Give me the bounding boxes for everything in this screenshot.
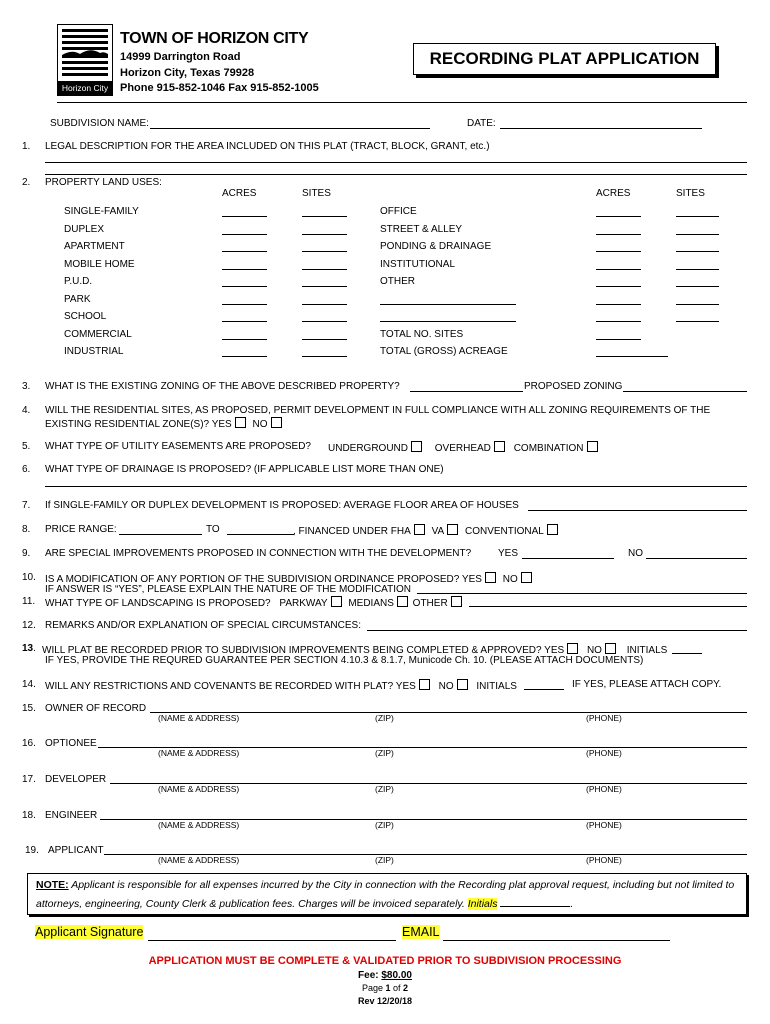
land-use-label: TOTAL (GROSS) ACREAGE	[380, 346, 508, 357]
sites-field[interactable]	[302, 216, 347, 217]
phone-fax: Phone 915-852-1046 Fax 915-852-1005	[120, 82, 319, 94]
zip-caption: (ZIP)	[375, 855, 394, 865]
q14-no-checkbox[interactable]	[457, 679, 468, 690]
q1-answer-line-1[interactable]	[45, 162, 747, 163]
medians-checkbox[interactable]	[397, 596, 408, 607]
acres-field[interactable]	[596, 304, 641, 305]
note-line-2: attorneys, engineering, County Clerk & publication fees. Charges will be invoiced separately. Initials .	[36, 898, 574, 910]
q8-financing	[293, 524, 558, 537]
note-label: NOTE:	[36, 879, 69, 891]
sites-field[interactable]	[676, 269, 719, 270]
sites-field[interactable]	[676, 304, 719, 305]
acres-field[interactable]	[222, 234, 267, 235]
land-use-label: PONDING & DRAINAGE	[380, 241, 492, 252]
acres-field[interactable]	[596, 286, 641, 287]
q3-number: 3.	[22, 381, 31, 392]
medians-label: MEDIANS	[348, 598, 394, 609]
q14-initials-label: INITIALS	[476, 681, 517, 692]
name-address-caption: (NAME & ADDRESS)	[158, 855, 240, 865]
form-title-box	[413, 43, 716, 75]
note-line-1	[36, 879, 734, 891]
q9-number: 9.	[22, 548, 31, 559]
land-use-label: TOTAL NO. SITES	[380, 328, 464, 340]
name-address-caption: (NAME & ADDRESS)	[158, 713, 240, 723]
land-use-label: INSTITUTIONAL	[380, 258, 456, 270]
q11-number: 11.	[22, 596, 36, 607]
header-rule	[57, 102, 747, 103]
other-use-field[interactable]	[380, 304, 516, 305]
floor-area-field[interactable]	[528, 510, 747, 511]
price-to-label: TO	[206, 524, 220, 535]
total-acreage-field[interactable]	[596, 356, 668, 357]
note-text-1: Applicant is responsible for all expenses incurred by the City in connection with the Recording plat approval request, including but not limited to	[68, 879, 735, 891]
form-title: RECORDING PLAT APPLICATION	[429, 49, 700, 68]
phone-caption: (PHONE)	[586, 748, 622, 758]
q9-no-field[interactable]	[646, 558, 747, 559]
q8-text: PRICE RANGE:	[45, 524, 117, 535]
contact-label: OPTIONEE	[45, 738, 97, 749]
date-field[interactable]	[500, 128, 702, 129]
other-use-field[interactable]	[380, 321, 516, 322]
remarks-field[interactable]	[367, 630, 747, 631]
address-line-2: Horizon City, Texas 79928	[120, 67, 255, 79]
q8-number: 8.	[22, 524, 31, 535]
acres-field[interactable]	[596, 269, 641, 270]
acres-field[interactable]	[596, 339, 641, 340]
contact-field[interactable]	[150, 712, 747, 713]
q4-number: 4.	[22, 405, 31, 416]
contact-number: 17.	[22, 774, 36, 785]
q10-text: IS A MODIFICATION OF ANY PORTION OF THE SUBDIVISION ORDINANCE PROPOSED? YES	[45, 574, 482, 585]
land-use-label: INDUSTRIAL	[64, 346, 124, 357]
q13-text-2: IF YES, PROVIDE THE REQURED GUARANTEE PER SECTION 4.10.3 & 8.1.7, Municode Ch. 10. (PLEASE ATTACH DOCUMENTS)	[45, 655, 644, 666]
sites-field[interactable]	[302, 269, 347, 270]
other-checkbox[interactable]	[451, 596, 462, 607]
contact-number: 15.	[22, 703, 36, 714]
sites-field[interactable]	[302, 286, 347, 287]
q4-yes-checkbox[interactable]	[235, 417, 246, 428]
acres-field[interactable]	[222, 286, 267, 287]
q12-number: 12.	[22, 620, 36, 631]
acres-field[interactable]	[222, 269, 267, 270]
q10-number: 10.	[22, 572, 36, 583]
processing-warning: APPLICATION MUST BE COMPLETE & VALIDATED PRIOR TO SUBDIVISION PROCESSING	[148, 955, 622, 967]
phone-caption: (PHONE)	[586, 713, 622, 723]
land-use-label: PARK	[64, 293, 91, 305]
acres-field[interactable]	[222, 304, 267, 305]
land-use-label: COMMERCIAL	[64, 328, 132, 340]
q1-text: LEGAL DESCRIPTION FOR THE AREA INCLUDED ON THIS PLAT (TRACT, BLOCK, GRANT, etc.)	[45, 141, 490, 152]
q6-answer-line[interactable]	[45, 486, 747, 487]
page-number: Page 1 of 2	[361, 983, 409, 993]
signature-field[interactable]	[148, 940, 396, 941]
contact-label: OWNER OF RECORD	[45, 703, 147, 714]
name-address-caption: (NAME & ADDRESS)	[158, 748, 240, 758]
note-initials-label: Initials	[467, 898, 498, 910]
price-to-field[interactable]	[227, 534, 294, 535]
q10-yes-checkbox[interactable]	[485, 572, 496, 583]
parkway-label: PARKWAY	[279, 598, 328, 609]
q10-explain-field[interactable]	[417, 593, 747, 594]
acres-field[interactable]	[222, 356, 267, 357]
signature-label: Applicant Signature	[35, 925, 144, 939]
q10-no-label: NO	[502, 574, 518, 585]
logo	[57, 24, 113, 96]
sites-header-left: SITES	[302, 188, 331, 199]
q14-initials-field[interactable]	[524, 689, 564, 690]
horizon-logo-icon	[58, 25, 112, 81]
sites-field[interactable]	[676, 216, 719, 217]
acres-field[interactable]	[596, 216, 641, 217]
overhead-label: OVERHEAD	[434, 443, 491, 454]
name-address-caption: (NAME & ADDRESS)	[158, 820, 240, 830]
price-from-field[interactable]	[119, 534, 202, 535]
land-use-label: OTHER	[380, 276, 415, 287]
sites-field[interactable]	[302, 234, 347, 235]
acres-header-left: ACRES	[222, 188, 257, 199]
sites-field[interactable]	[302, 356, 347, 357]
land-use-label: P.U.D.	[64, 276, 93, 287]
q3-text: WHAT IS THE EXISTING ZONING OF THE ABOVE DESCRIBED PROPERTY?	[45, 381, 400, 392]
zip-caption: (ZIP)	[375, 713, 394, 723]
sites-field[interactable]	[676, 321, 719, 322]
q9-yes-label: YES	[498, 548, 519, 559]
contact-number: 16.	[22, 738, 36, 749]
land-use-label: OFFICE	[380, 206, 417, 217]
overhead-checkbox[interactable]	[494, 441, 505, 452]
proposed-zoning-label: PROPOSED ZONING	[524, 381, 623, 392]
note-text-2: attorneys, engineering, County Clerk & publication fees. Charges will be invoiced separately.	[36, 898, 468, 910]
q7-number: 7.	[22, 500, 31, 511]
land-use-label: STREET & ALLEY	[380, 223, 463, 235]
acres-field[interactable]	[596, 251, 641, 252]
proposed-zoning-field[interactable]	[623, 391, 747, 392]
email-field[interactable]	[443, 940, 670, 941]
q13-no-checkbox[interactable]	[605, 643, 616, 654]
email-label: EMAIL	[402, 925, 440, 939]
q2-number: 2.	[22, 177, 31, 188]
sites-field[interactable]	[302, 321, 347, 322]
landscaping-other-field[interactable]	[469, 606, 747, 607]
q13-text: WILL PLAT BE RECORDED PRIOR TO SUBDIVISION IMPROVEMENTS BEING COMPLETED & APPROVED? YES	[42, 645, 565, 656]
acres-header-right: ACRES	[596, 188, 631, 199]
q10-no-checkbox[interactable]	[521, 572, 532, 583]
q5-options	[328, 441, 598, 454]
q5-number: 5.	[22, 441, 31, 452]
fha-label: , FINANCED UNDER FHA	[293, 526, 411, 537]
q6-number: 6.	[22, 464, 31, 475]
conventional-label: CONVENTIONAL	[464, 526, 544, 537]
q11-text: WHAT TYPE OF LANDSCAPING IS PROPOSED?	[45, 598, 271, 609]
q14-number: 14.	[22, 679, 36, 690]
land-use-label: SINGLE-FAMILY	[64, 206, 139, 217]
q14-line	[45, 679, 517, 692]
q4-text-1: WILL THE RESIDENTIAL SITES, AS PROPOSED, PERMIT DEVELOPMENT IN FULL COMPLIANCE WITH ALL ZONING REQUIREMENTS OF THE	[45, 405, 711, 416]
phone-caption: (PHONE)	[586, 820, 622, 830]
sites-field[interactable]	[302, 304, 347, 305]
acres-field[interactable]	[596, 321, 641, 322]
zip-caption: (ZIP)	[375, 820, 394, 830]
sites-field[interactable]	[302, 339, 347, 340]
q9-yes-field[interactable]	[522, 558, 614, 559]
q5-text: WHAT TYPE OF UTILITY EASEMENTS ARE PROPOSED?	[45, 441, 311, 452]
sites-field[interactable]	[676, 251, 719, 252]
parkway-checkbox[interactable]	[331, 596, 342, 607]
va-checkbox[interactable]	[447, 524, 458, 535]
q4-no-checkbox[interactable]	[271, 417, 282, 428]
other-label: OTHER	[412, 598, 448, 609]
land-use-label: MOBILE HOME	[64, 258, 135, 270]
va-label: VA	[431, 526, 445, 537]
fee-amount: $80.00	[381, 970, 412, 981]
q14-text: WILL ANY RESTRICTIONS AND COVENANTS BE RECORDED WITH PLAT? YES	[45, 681, 416, 692]
contact-label: APPLICANT	[48, 845, 104, 856]
q11-line	[45, 596, 462, 609]
q14-attach: IF YES, PLEASE ATTACH COPY.	[572, 679, 722, 690]
q14-yes-checkbox[interactable]	[419, 679, 430, 690]
q1-answer-line-2[interactable]	[45, 174, 747, 175]
land-use-label: DUPLEX	[64, 223, 105, 235]
combination-checkbox[interactable]	[587, 441, 598, 452]
phone-caption: (PHONE)	[586, 784, 622, 794]
q10-text-2: IF ANSWER IS “YES”, PLEASE EXPLAIN THE NATURE OF THE MODIFICATION	[45, 584, 411, 595]
sites-header-right: SITES	[676, 188, 705, 199]
contact-label: ENGINEER	[45, 810, 98, 821]
note-initials-field[interactable]	[500, 896, 570, 907]
sites-field[interactable]	[302, 251, 347, 252]
q13-initials-label: INITIALS	[626, 645, 668, 656]
q13-number: 13.	[22, 643, 36, 654]
fee-line: Fee: $80.00	[358, 970, 412, 981]
q13-initials-field[interactable]	[672, 653, 702, 654]
q4-line-2	[45, 417, 282, 430]
contact-number: 19.	[25, 845, 39, 856]
existing-zoning-field[interactable]	[410, 391, 523, 392]
note-box	[27, 873, 747, 915]
phone-caption: (PHONE)	[586, 855, 622, 865]
acres-field[interactable]	[222, 339, 267, 340]
fha-checkbox[interactable]	[414, 524, 425, 535]
q9-text: ARE SPECIAL IMPROVEMENTS PROPOSED IN CONNECTION WITH THE DEVELOPMENT?	[45, 548, 472, 559]
contact-label: DEVELOPER	[45, 774, 107, 785]
subdivision-name-field[interactable]	[150, 128, 430, 129]
q12-text: REMARKS AND/OR EXPLANATION OF SPECIAL CIRCUMSTANCES:	[45, 620, 361, 631]
conventional-checkbox[interactable]	[547, 524, 558, 535]
zip-caption: (ZIP)	[375, 784, 394, 794]
land-use-label: APARTMENT	[64, 241, 125, 252]
date-label: DATE:	[467, 118, 496, 129]
q1-number: 1.	[22, 141, 31, 152]
acres-field[interactable]	[222, 251, 267, 252]
q7-text: If SINGLE-FAMILY OR DUPLEX DEVELOPMENT IS PROPOSED: AVERAGE FLOOR AREA OF HOUSES	[45, 500, 519, 511]
address-line-1: 14999 Darrington Road	[120, 51, 241, 63]
acres-field[interactable]	[222, 321, 267, 322]
underground-label: UNDERGROUND	[328, 443, 408, 454]
q13-yes-checkbox[interactable]	[567, 643, 578, 654]
q9-no-label: NO	[628, 548, 643, 559]
q4-no-label: NO	[252, 419, 268, 430]
q14-no-label: NO	[438, 681, 454, 692]
logo-label: Horizon City	[58, 81, 112, 95]
revision-date: Rev 12/20/18	[357, 996, 413, 1006]
acres-field[interactable]	[222, 216, 267, 217]
land-use-label: SCHOOL	[64, 311, 107, 322]
combination-label: COMBINATION	[513, 443, 584, 454]
sites-field[interactable]	[676, 286, 719, 287]
zip-caption: (ZIP)	[375, 748, 394, 758]
underground-checkbox[interactable]	[411, 441, 422, 452]
name-address-caption: (NAME & ADDRESS)	[158, 784, 240, 794]
contact-number: 18.	[22, 810, 36, 821]
acres-field[interactable]	[596, 234, 641, 235]
q4-text-2: EXISTING RESIDENTIAL ZONE(S)? YES	[45, 419, 232, 430]
sites-field[interactable]	[676, 234, 719, 235]
q6-text: WHAT TYPE OF DRAINAGE IS PROPOSED? (IF APPLICABLE LIST MORE THAN ONE)	[45, 464, 444, 475]
subdivision-label: SUBDIVISION NAME:	[50, 118, 149, 129]
q13-no-label: NO	[586, 645, 602, 656]
q2-text: PROPERTY LAND USES:	[45, 177, 162, 188]
town-name: TOWN OF HORIZON CITY	[120, 30, 309, 47]
